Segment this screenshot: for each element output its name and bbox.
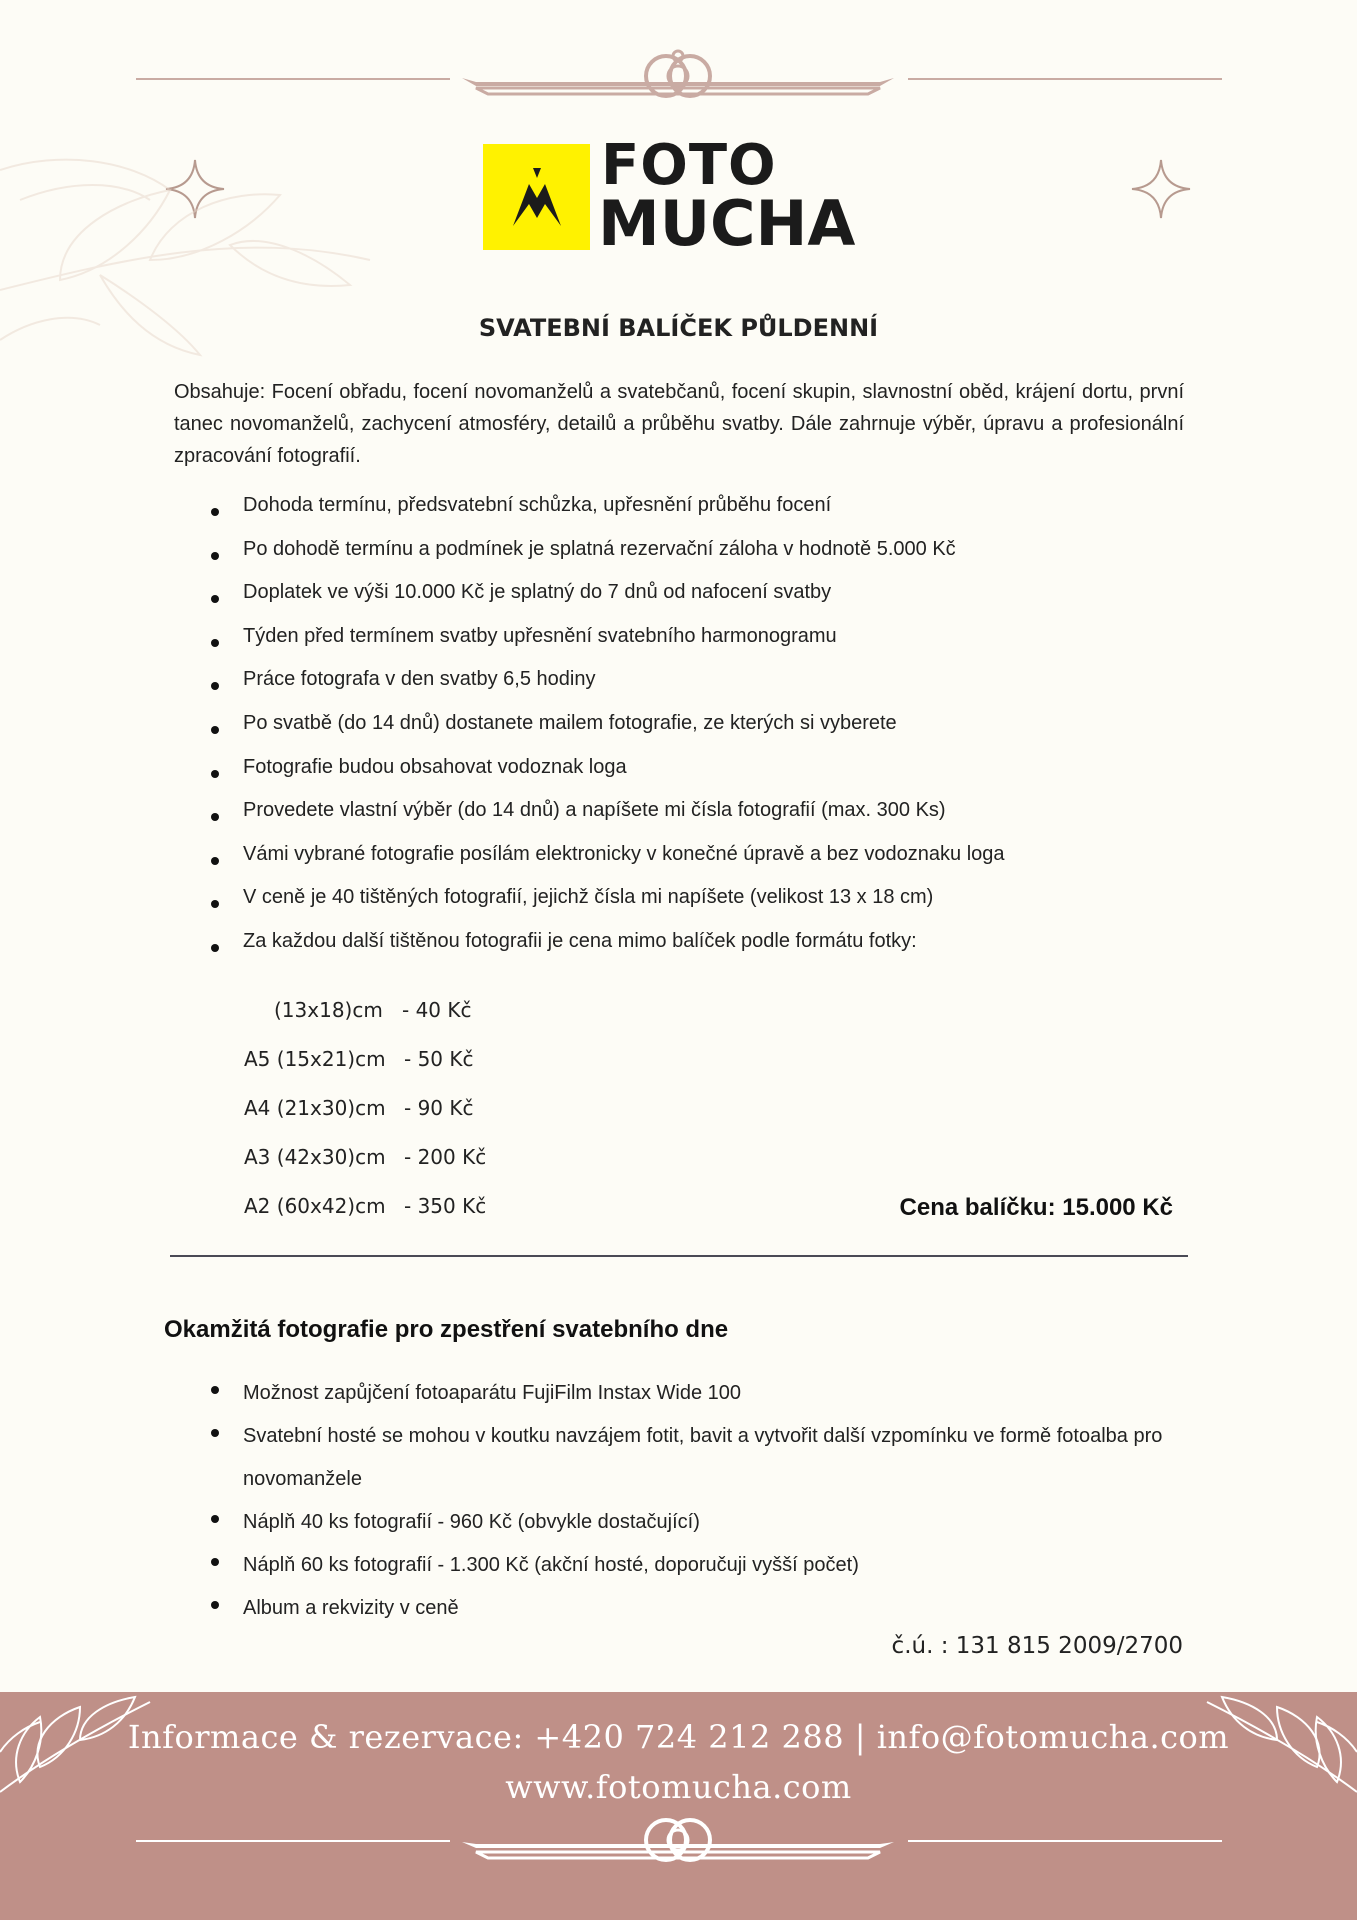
bullet-icon	[211, 1429, 219, 1437]
list-item: Fotografie budou obsahovat vodoznak loga	[174, 756, 1184, 800]
sparkle-icon-right	[1130, 158, 1192, 220]
logo-line-1: FOTO	[601, 133, 777, 198]
list-item: V ceně je 40 tištěných fotografií, jejichž čísla mi napíšete (velikost 13 x 18 cm)	[174, 886, 1184, 930]
price-value: - 90 Kč	[404, 1096, 474, 1120]
bullet-icon	[211, 508, 219, 516]
instant-section-title: Okamžitá fotografie pro zpestření svatebního dne	[164, 1316, 729, 1343]
list-item: Album a rekvizity v ceně	[174, 1587, 1184, 1630]
price-value: - 40 Kč	[402, 998, 472, 1022]
section-divider	[170, 1255, 1188, 1257]
bullet-icon	[211, 1515, 219, 1523]
bank-account-number: č.ú. : 131 815 2009/2700	[891, 1633, 1183, 1659]
bullet-icon	[211, 1601, 219, 1609]
price-format: A2 (60x42)cm	[244, 1194, 386, 1218]
bullet-icon	[211, 726, 219, 734]
logo-mark-icon	[483, 144, 590, 250]
list-item: Náplň 40 ks fotografií - 960 Kč (obvykle dostačující)	[174, 1501, 1184, 1544]
rings-ornament-bottom	[458, 1810, 898, 1870]
bullet-icon	[211, 1386, 219, 1394]
list-item: Doplatek ve výši 10.000 Kč je splatný do 7 dnů od nafocení svatby	[174, 581, 1184, 625]
list-item: Možnost zapůjčení fotoaparátu FujiFilm Instax Wide 100	[174, 1372, 1184, 1415]
price-format: (13x18)cm	[274, 998, 383, 1022]
logo-yellow-box	[483, 144, 590, 250]
list-item: Dohoda termínu, předsvatební schůzka, upřesnění průběhu focení	[174, 494, 1184, 538]
logo-wordmark	[598, 133, 856, 260]
instant-items-list	[174, 1372, 1184, 1630]
price-value: - 200 Kč	[404, 1145, 487, 1169]
list-item: Svatební hosté se mohou v koutku navzájem fotit, bavit a vytvořit další vzpomínku ve formě fotoalba pro novomanžele	[174, 1415, 1184, 1501]
bullet-icon	[211, 595, 219, 603]
bullet-icon	[211, 857, 219, 865]
package-title: SVATEBNÍ BALÍČEK PŮLDENNÍ	[478, 314, 879, 342]
bullet-icon	[211, 639, 219, 647]
price-value: - 50 Kč	[404, 1047, 474, 1071]
list-item: Provedete vlastní výběr (do 14 dnů) a napíšete mi čísla fotografií (max. 300 Ks)	[174, 799, 1184, 843]
bullet-icon	[211, 770, 219, 778]
bullet-icon	[211, 1558, 219, 1566]
top-right-rule	[908, 78, 1222, 80]
list-item: Týden před termínem svatby upřesnění svatebního harmonogramu	[174, 625, 1184, 669]
bullet-icon	[211, 900, 219, 908]
bullet-icon	[211, 682, 219, 690]
price-format: A3 (42x30)cm	[244, 1145, 386, 1169]
top-left-rule	[136, 78, 450, 80]
package-items-list	[174, 494, 1184, 974]
price-format: A4 (21x30)cm	[244, 1096, 386, 1120]
rings-ornament-top	[458, 48, 898, 108]
price-format: A5 (15x21)cm	[244, 1047, 386, 1071]
list-item: Po svatbě (do 14 dnů) dostanete mailem fotografie, ze kterých si vyberete	[174, 712, 1184, 756]
list-item: Vámi vybrané fotografie posílám elektronicky v konečné úpravě a bez vodoznaku loga	[174, 843, 1184, 887]
package-total-price: Cena balíčku: 15.000 Kč	[899, 1194, 1173, 1221]
footer-right-rule	[908, 1840, 1222, 1842]
list-item: Náplň 60 ks fotografií - 1.300 Kč (akční hosté, doporučuji vyšší počet)	[174, 1544, 1184, 1587]
bullet-icon	[211, 944, 219, 952]
footer-left-rule	[136, 1840, 450, 1842]
price-value: - 350 Kč	[404, 1194, 487, 1218]
list-item: Po dohodě termínu a podmínek je splatná rezervační záloha v hodnotě 5.000 Kč	[174, 538, 1184, 582]
bullet-icon	[211, 813, 219, 821]
bullet-icon	[211, 552, 219, 560]
package-intro: Obsahuje: Focení obřadu, focení novomanželů a svatebčanů, focení skupin, slavnostní oběd, krájení dortu, první tanec novomanželů, zachycení atmosféry, detailů a průběhu svatby. Dále zahrnuje výběr, úpravu a profesionální zpracování fotografií.	[174, 381, 1184, 467]
footer-contact: Informace & rezervace: +420 724 212 288 | info@fotomucha.com	[127, 1718, 1230, 1756]
footer-website-link[interactable]: www.fotomucha.com	[505, 1768, 852, 1806]
list-item: Za každou další tištěnou fotografii je cena mimo balíček podle formátu fotky:	[174, 930, 1184, 974]
fotomucha-logo	[483, 133, 875, 260]
logo-line-2: MUCHA	[598, 187, 856, 260]
list-item: Práce fotografa v den svatby 6,5 hodiny	[174, 668, 1184, 712]
